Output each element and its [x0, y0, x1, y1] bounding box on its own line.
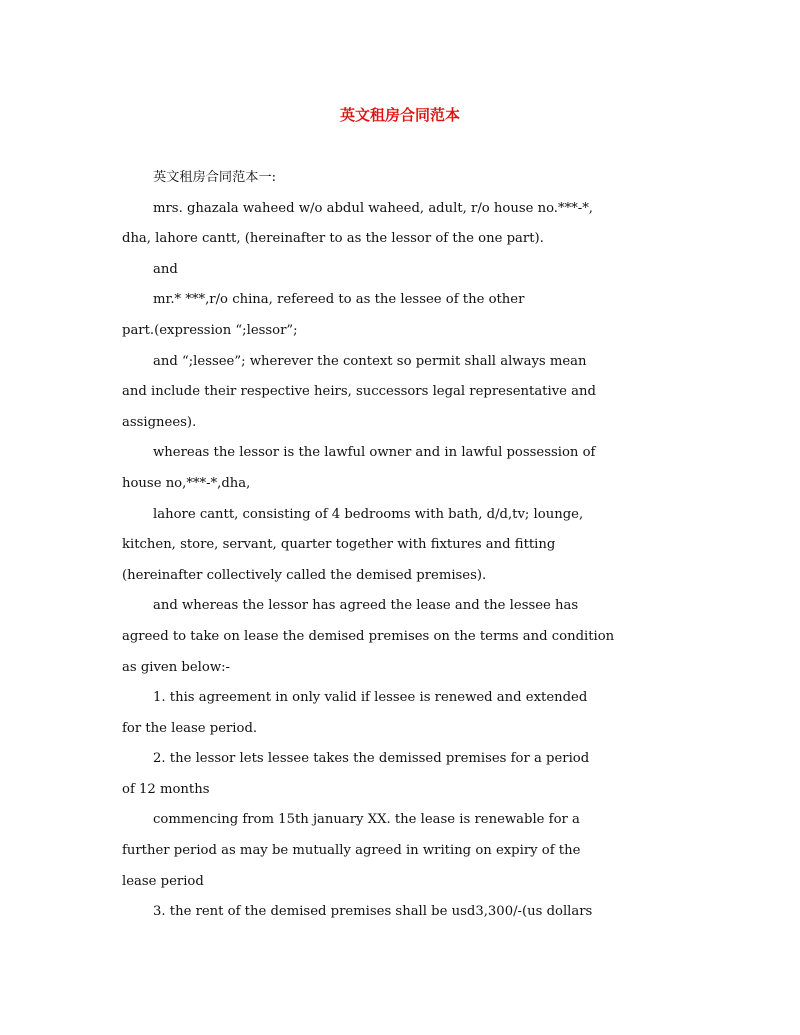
- text-line: mrs. ghazala waheed w/o abdul waheed, adult, r/o house no.***-*,: [153, 200, 593, 216]
- text-line: commencing from 15th january XX. the lease is renewable for a: [153, 812, 580, 828]
- document-body: [122, 163, 682, 928]
- text-line: dha, lahore cantt, (hereinafter to as the lessor of the one part).: [122, 231, 544, 247]
- text-line: 2. the lessor lets lessee takes the demissed premises for a period: [153, 751, 590, 767]
- document-title: 英文租房合同范本: [339, 106, 460, 124]
- text-line: and “;lessee”; wherever the context so permit shall always mean: [153, 353, 587, 369]
- text-line: part.(expression “;lessor”;: [122, 322, 298, 338]
- text-line: house no,***-*,dha,: [122, 475, 251, 491]
- text-line: 1. this agreement in only valid if lessee is renewed and extended: [153, 690, 588, 706]
- text-line: lease period: [122, 873, 204, 889]
- text-line: as given below:-: [122, 659, 231, 675]
- text-line: agreed to take on lease the demised premises on the terms and condition: [122, 628, 615, 644]
- text-line: whereas the lessor is the lawful owner and in lawful possession of: [153, 445, 596, 461]
- text-line: 英文租房合同范本一:: [153, 170, 277, 185]
- text-line: (hereinafter collectively called the demised premises).: [122, 567, 487, 583]
- text-line: kitchen, store, servant, quarter together with fixtures and fitting: [122, 537, 556, 553]
- text-line: and include their respective heirs, successors legal representative and: [122, 384, 596, 400]
- text-line: 3. the rent of the demised premises shall be usd3,300/-(us dollars: [153, 904, 593, 920]
- text-line: further period as may be mutually agreed in writing on expiry of the: [122, 843, 581, 859]
- text-line: and: [153, 261, 178, 277]
- text-line: of 12 months: [122, 781, 210, 797]
- text-line: assignees).: [122, 414, 197, 430]
- text-line: and whereas the lessor has agreed the lease and the lessee has: [153, 598, 579, 614]
- text-line: mr.* ***,r/o china, refereed to as the lessee of the other: [153, 292, 525, 308]
- text-line: for the lease period.: [122, 720, 258, 736]
- text-line: lahore cantt, consisting of 4 bedrooms with bath, d/d,tv; lounge,: [153, 506, 584, 522]
